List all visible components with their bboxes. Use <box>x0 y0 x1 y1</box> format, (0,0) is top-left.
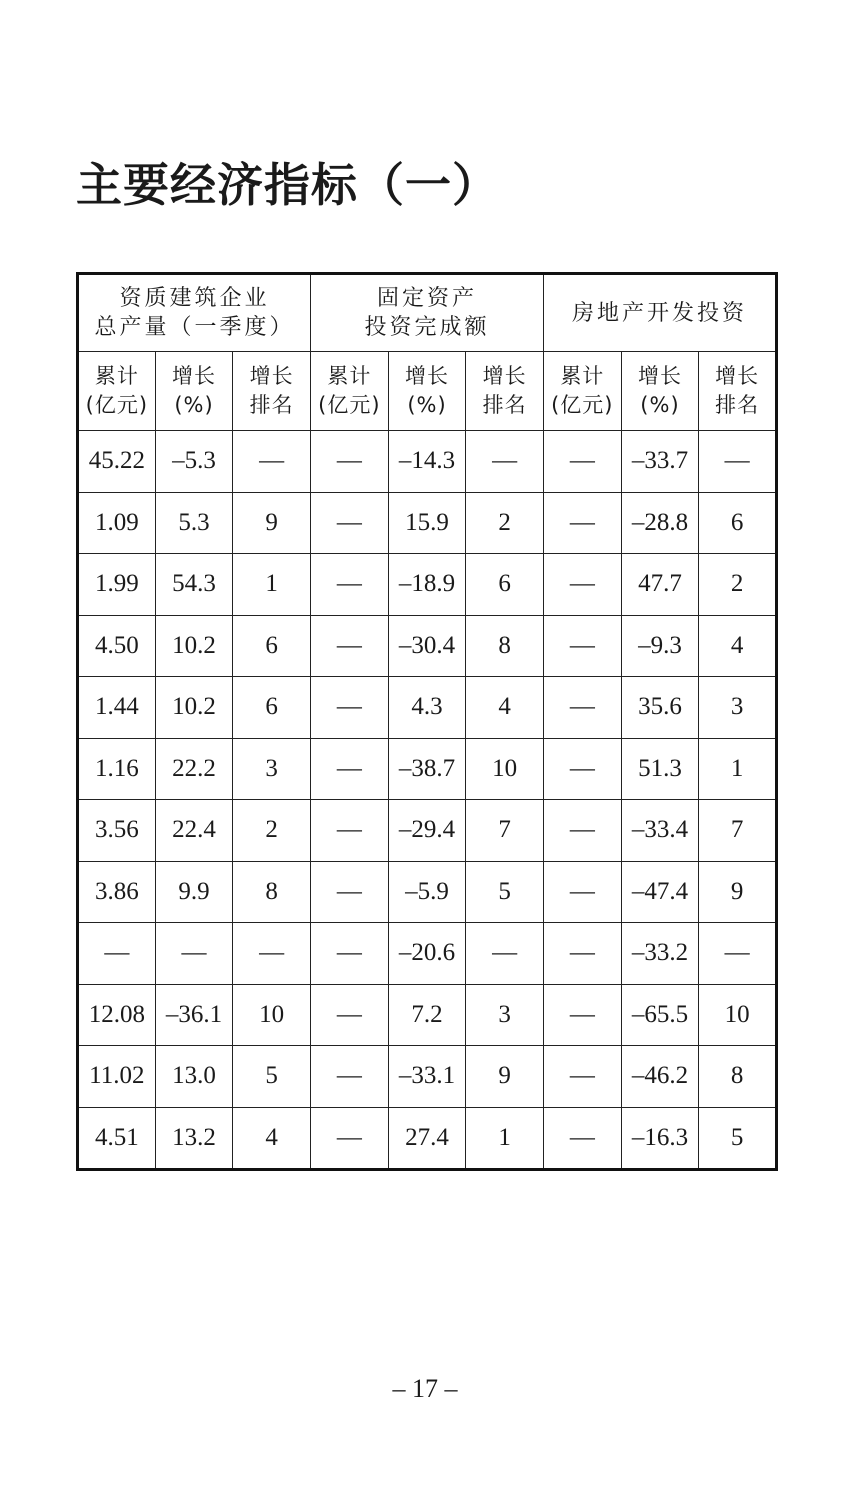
table-cell: –14.3 <box>388 431 466 493</box>
table-cell: — <box>311 1107 389 1170</box>
table-cell: — <box>466 923 544 985</box>
table-cell: 4.50 <box>78 615 156 677</box>
table-cell: — <box>543 431 621 493</box>
table-cell: — <box>543 1107 621 1170</box>
table-cell: 35.6 <box>621 677 699 739</box>
table-cell: — <box>543 923 621 985</box>
column-header-line: 增长 <box>171 364 216 388</box>
column-header-line: 增长 <box>249 364 294 388</box>
table-cell: 7 <box>466 800 544 862</box>
table-row <box>78 677 777 739</box>
table-cell: — <box>543 861 621 923</box>
table-cell: — <box>311 800 389 862</box>
table-group-header-row <box>78 274 777 352</box>
table-cell: — <box>311 431 389 493</box>
table-cell: 51.3 <box>621 738 699 800</box>
column-header <box>311 352 389 431</box>
table-cell: –33.4 <box>621 800 699 862</box>
table-cell: 10.2 <box>155 677 233 739</box>
table-cell: 8 <box>699 1046 777 1108</box>
column-header-line: (%) <box>407 393 447 417</box>
table-row <box>78 554 777 616</box>
table-cell: 6 <box>466 554 544 616</box>
table-cell: 11.02 <box>78 1046 156 1108</box>
column-header-line: 增长 <box>482 364 527 388</box>
column-header-line: 累计 <box>327 364 372 388</box>
table-cell: — <box>311 492 389 554</box>
table-cell: — <box>233 431 311 493</box>
column-header-line: (%) <box>174 393 214 417</box>
table-cell: — <box>543 800 621 862</box>
table-cell: 6 <box>233 677 311 739</box>
table-cell: 1.16 <box>78 738 156 800</box>
table-cell: 5 <box>233 1046 311 1108</box>
column-header-line: 排名 <box>715 393 760 417</box>
table-cell: 10 <box>466 738 544 800</box>
table-cell: 1 <box>233 554 311 616</box>
table-cell: –9.3 <box>621 615 699 677</box>
table-cell: 1 <box>699 738 777 800</box>
table-row <box>78 492 777 554</box>
table-cell: — <box>543 1046 621 1108</box>
table-cell: 2 <box>466 492 544 554</box>
column-header-line: (亿元) <box>318 393 381 417</box>
table-cell: 54.3 <box>155 554 233 616</box>
column-header-line: 排名 <box>249 393 294 417</box>
table-cell: –65.5 <box>621 984 699 1046</box>
table-cell: — <box>543 984 621 1046</box>
table-cell: 27.4 <box>388 1107 466 1170</box>
table-cell: 9 <box>466 1046 544 1108</box>
table-cell: –18.9 <box>388 554 466 616</box>
table-cell: –28.8 <box>621 492 699 554</box>
column-header <box>233 352 311 431</box>
table-cell: — <box>699 923 777 985</box>
column-header <box>699 352 777 431</box>
table-cell: 9 <box>699 861 777 923</box>
table-row <box>78 923 777 985</box>
column-header-line: 增长 <box>637 364 682 388</box>
table-cell: –30.4 <box>388 615 466 677</box>
table-cell: –33.7 <box>621 431 699 493</box>
column-header-line: 累计 <box>560 364 605 388</box>
table-row <box>78 615 777 677</box>
table-cell: — <box>543 492 621 554</box>
table-cell: — <box>543 677 621 739</box>
table-cell: — <box>699 431 777 493</box>
table-cell: 9.9 <box>155 861 233 923</box>
table-cell: –33.1 <box>388 1046 466 1108</box>
table-cell: –16.3 <box>621 1107 699 1170</box>
table-cell: — <box>311 615 389 677</box>
table-cell: — <box>311 861 389 923</box>
table-cell: 15.9 <box>388 492 466 554</box>
group-header-construction-output <box>78 274 311 352</box>
table-cell: 5 <box>699 1107 777 1170</box>
table-cell: 3.56 <box>78 800 156 862</box>
table-cell: 5.3 <box>155 492 233 554</box>
table-cell: –47.4 <box>621 861 699 923</box>
column-header <box>388 352 466 431</box>
table-cell: –5.3 <box>155 431 233 493</box>
table-row <box>78 984 777 1046</box>
table-cell: — <box>466 431 544 493</box>
table-cell: 4.51 <box>78 1107 156 1170</box>
table-cell: 1 <box>466 1107 544 1170</box>
column-header <box>621 352 699 431</box>
table-cell: 8 <box>233 861 311 923</box>
table-body <box>78 431 777 1170</box>
column-header-line: (亿元) <box>551 393 614 417</box>
group-header-line: 投资完成额 <box>364 315 490 340</box>
table-cell: 10 <box>233 984 311 1046</box>
table-cell: –20.6 <box>388 923 466 985</box>
table-cell: 1.44 <box>78 677 156 739</box>
group-header-line: 固定资产 <box>376 286 477 311</box>
table-cell: 9 <box>233 492 311 554</box>
table-cell: –33.2 <box>621 923 699 985</box>
economic-indicators-table <box>76 272 778 1171</box>
group-header-line: 资质建筑企业 <box>119 286 270 311</box>
group-header-line: 总产量（一季度） <box>94 315 295 340</box>
table-row <box>78 1046 777 1108</box>
table-cell: 4.3 <box>388 677 466 739</box>
table-cell: — <box>311 554 389 616</box>
table-cell: 3 <box>699 677 777 739</box>
table-cell: 3 <box>233 738 311 800</box>
table-cell: 12.08 <box>78 984 156 1046</box>
table-cell: 7 <box>699 800 777 862</box>
table-row <box>78 738 777 800</box>
table-cell: — <box>311 923 389 985</box>
group-header-fixed-asset-investment <box>311 274 544 352</box>
table-cell: 13.2 <box>155 1107 233 1170</box>
column-header <box>466 352 544 431</box>
table-cell: — <box>311 677 389 739</box>
table-cell: — <box>233 923 311 985</box>
table-cell: 3 <box>466 984 544 1046</box>
table-row <box>78 861 777 923</box>
page-title: 主要经济指标（一） <box>76 158 499 212</box>
group-header-line: 房地产开发投资 <box>571 300 747 326</box>
column-header-line: 累计 <box>94 364 139 388</box>
table-cell: 2 <box>233 800 311 862</box>
table-row <box>78 431 777 493</box>
table-cell: –36.1 <box>155 984 233 1046</box>
table-cell: –29.4 <box>388 800 466 862</box>
table-cell: 10 <box>699 984 777 1046</box>
table-row <box>78 800 777 862</box>
column-header <box>155 352 233 431</box>
table-cell: 4 <box>466 677 544 739</box>
table-cell: 22.4 <box>155 800 233 862</box>
table-sub-header-row <box>78 352 777 431</box>
table-cell: 8 <box>466 615 544 677</box>
table-cell: — <box>543 615 621 677</box>
column-header-line: 排名 <box>482 393 527 417</box>
table-cell: 22.2 <box>155 738 233 800</box>
table-cell: — <box>543 738 621 800</box>
page-number: – 17 – <box>392 1374 458 1403</box>
table-cell: 5 <box>466 861 544 923</box>
table-cell: 1.99 <box>78 554 156 616</box>
table-cell: — <box>543 554 621 616</box>
table-cell: –38.7 <box>388 738 466 800</box>
table-cell: — <box>311 738 389 800</box>
table-cell: — <box>78 923 156 985</box>
column-header <box>543 352 621 431</box>
table-cell: — <box>311 984 389 1046</box>
table-cell: 2 <box>699 554 777 616</box>
table-cell: 4 <box>699 615 777 677</box>
table-cell: 6 <box>233 615 311 677</box>
table-cell: –5.9 <box>388 861 466 923</box>
column-header-line: (%) <box>640 393 680 417</box>
column-header-line: 增长 <box>715 364 760 388</box>
table-cell: 1.09 <box>78 492 156 554</box>
table-row <box>78 1107 777 1170</box>
table-cell: 47.7 <box>621 554 699 616</box>
table-cell: 4 <box>233 1107 311 1170</box>
column-header <box>78 352 156 431</box>
table-cell: 7.2 <box>388 984 466 1046</box>
table-cell: 13.0 <box>155 1046 233 1108</box>
table-cell: — <box>155 923 233 985</box>
group-header-real-estate-investment <box>543 274 776 352</box>
table-cell: 3.86 <box>78 861 156 923</box>
table-cell: 6 <box>699 492 777 554</box>
table-cell: — <box>311 1046 389 1108</box>
column-header-line: (亿元) <box>85 393 149 417</box>
table-cell: 10.2 <box>155 615 233 677</box>
table-cell: –46.2 <box>621 1046 699 1108</box>
table-cell: 45.22 <box>78 431 156 493</box>
column-header-line: 增长 <box>404 364 449 388</box>
